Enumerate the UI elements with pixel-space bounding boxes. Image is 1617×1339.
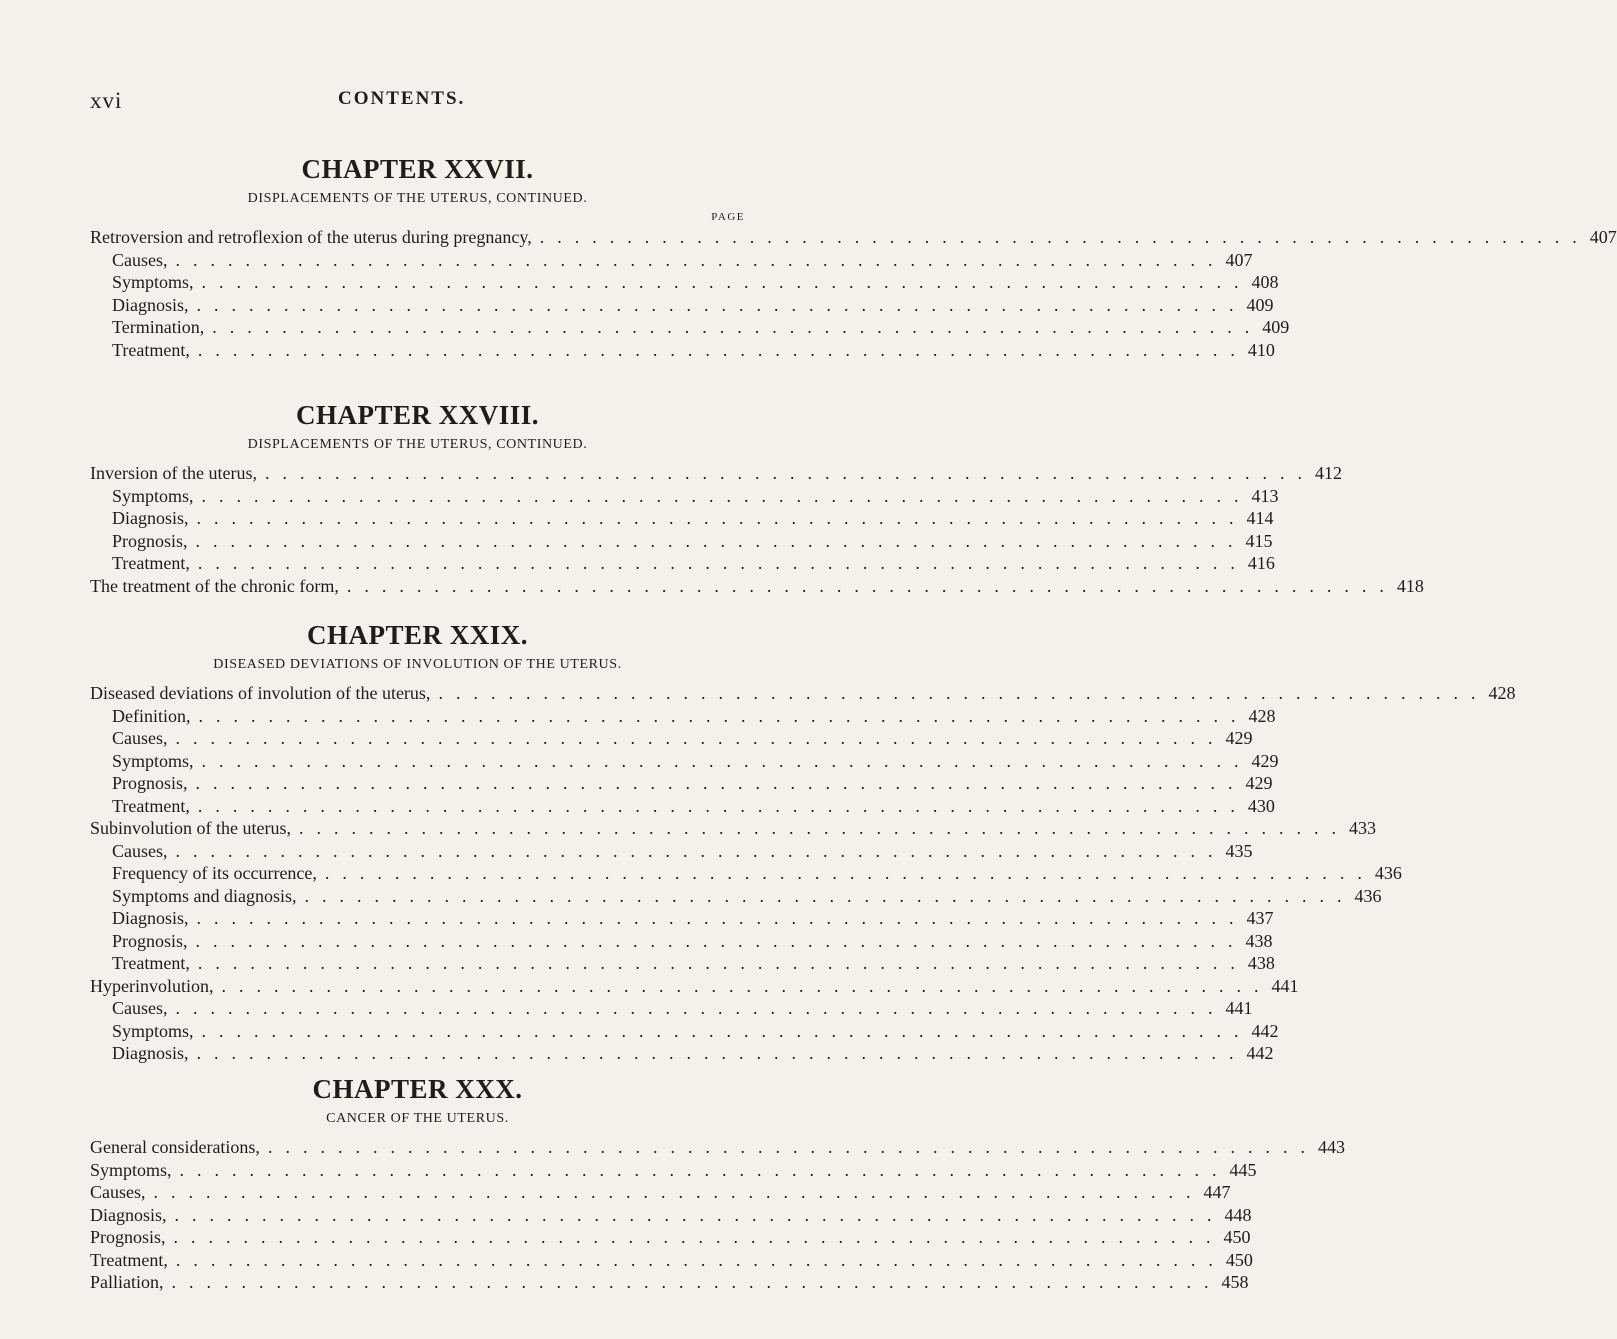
entry-page-number: 418 xyxy=(1396,575,1424,596)
chapter-subtitle: CANCER OF THE UTERUS. xyxy=(326,1111,509,1126)
dot-leader: ............................................................ xyxy=(173,1227,1224,1247)
entry-list xyxy=(90,462,1424,597)
running-title: CONTENTS. xyxy=(338,88,466,109)
entry-label: Causes, xyxy=(112,998,168,1018)
entry-label: Prognosis, xyxy=(112,530,188,551)
dot-leader: ............................................................ xyxy=(175,998,1226,1018)
chapter-subtitle: DISPLACEMENTS OF THE UTERUS, CONTINUED. xyxy=(247,191,588,206)
entry-page-number: 458 xyxy=(1221,1272,1249,1292)
entry-page-number: 416 xyxy=(1247,553,1275,573)
entry-label: Palliation, xyxy=(90,1272,164,1292)
entry-page-number: 450 xyxy=(1223,1227,1251,1247)
toc-entry xyxy=(90,727,1253,750)
entry-page-number: 441 xyxy=(1225,998,1253,1018)
dot-leader: ............................................................ xyxy=(324,863,1375,883)
dot-leader: ............................................................ xyxy=(195,773,1246,793)
toc-entry xyxy=(90,930,1273,953)
entry-label: Prognosis, xyxy=(90,1227,166,1247)
entry-page-number: 428 xyxy=(1248,705,1276,726)
toc-entry xyxy=(90,485,1279,508)
dot-leader: ............................................................ xyxy=(438,683,1489,703)
entry-label: Diagnosis, xyxy=(112,508,189,528)
toc-entry xyxy=(90,1204,1252,1227)
entry-label: Treatment, xyxy=(112,795,190,816)
dot-leader: ............................................................ xyxy=(196,1043,1247,1063)
dot-leader: ............................................................ xyxy=(264,463,1315,483)
dot-leader: ............................................................ xyxy=(201,272,1252,292)
toc-entry xyxy=(90,885,1382,908)
entry-list xyxy=(90,1136,1345,1294)
entry-page-number: 407 xyxy=(1589,227,1617,247)
dot-leader: ............................................................ xyxy=(198,705,1249,726)
entry-page-number: 448 xyxy=(1224,1204,1252,1225)
entry-label: Definition, xyxy=(112,705,191,726)
toc-entry xyxy=(90,840,1253,863)
toc-entry xyxy=(90,1271,1249,1294)
entry-page-number: 445 xyxy=(1229,1159,1257,1180)
dot-leader: ............................................................ xyxy=(267,1137,1318,1157)
chapter-28 xyxy=(90,398,1424,597)
chapter-30 xyxy=(90,1072,1345,1294)
page-folio: xvi xyxy=(90,88,123,113)
dot-leader: ............................................................ xyxy=(179,1159,1230,1180)
entry-label: Subinvolution of the uterus, xyxy=(90,818,291,838)
dot-leader: ............................................................ xyxy=(221,975,1272,996)
entry-list xyxy=(90,226,1617,361)
entry-list xyxy=(90,682,1516,1065)
toc-entry xyxy=(90,1181,1231,1204)
toc-entry xyxy=(90,997,1253,1020)
toc-entry xyxy=(90,507,1274,530)
dot-leader: ............................................................ xyxy=(197,339,1248,360)
entry-page-number: 438 xyxy=(1247,953,1275,973)
entry-page-number: 437 xyxy=(1246,908,1274,928)
entry-label: Diagnosis, xyxy=(112,1043,189,1063)
dot-leader: ............................................................ xyxy=(197,953,1248,973)
entry-label: Treatment, xyxy=(112,339,190,360)
dot-leader: ............................................................ xyxy=(175,840,1226,861)
entry-label: Symptoms, xyxy=(112,485,194,506)
entry-page-number: 442 xyxy=(1246,1043,1274,1063)
entry-page-number: 429 xyxy=(1251,750,1279,771)
entry-label: Diagnosis, xyxy=(112,294,189,315)
dot-leader: ............................................................ xyxy=(346,575,1397,596)
dot-leader: ............................................................ xyxy=(212,317,1263,337)
entry-label: The treatment of the chronic form, xyxy=(90,575,339,596)
entry-label: Causes, xyxy=(90,1182,146,1202)
toc-entry xyxy=(90,1136,1345,1159)
entry-page-number: 414 xyxy=(1246,508,1274,528)
entry-label: Inversion of the uterus, xyxy=(90,463,257,483)
chapter-title: CHAPTER XXX. xyxy=(312,1074,523,1104)
entry-label: Symptoms, xyxy=(112,1020,194,1041)
page-column-label: PAGE xyxy=(711,211,745,223)
chapter-title: CHAPTER XXVIII. xyxy=(295,400,540,430)
entry-page-number: 409 xyxy=(1262,317,1290,337)
entry-page-number: 430 xyxy=(1247,795,1275,816)
dot-leader: ............................................................ xyxy=(197,553,1248,573)
entry-label: Symptoms, xyxy=(90,1159,172,1180)
entry-label: Causes, xyxy=(112,728,168,748)
toc-entry xyxy=(90,952,1275,975)
dot-leader: ............................................................ xyxy=(539,227,1590,247)
chapter-subtitle: DISPLACEMENTS OF THE UTERUS, CONTINUED. xyxy=(247,437,588,452)
entry-label: Diagnosis, xyxy=(112,908,189,928)
running-head xyxy=(90,88,730,114)
entry-page-number: 428 xyxy=(1488,683,1516,703)
toc-entry xyxy=(90,772,1273,795)
toc-entry xyxy=(90,907,1274,930)
dot-leader: ............................................................ xyxy=(171,1272,1222,1292)
dot-leader: ............................................................ xyxy=(197,795,1248,816)
toc-entry xyxy=(90,795,1275,818)
dot-leader: ............................................................ xyxy=(196,294,1247,315)
entry-page-number: 447 xyxy=(1203,1182,1231,1202)
dot-leader: ............................................................ xyxy=(299,818,1349,838)
entry-label: Frequency of its occurrence, xyxy=(112,863,317,883)
toc-entry xyxy=(90,1159,1257,1182)
toc-entry xyxy=(90,462,1342,485)
entry-label: General considerations, xyxy=(90,1137,260,1157)
dot-leader: ............................................................ xyxy=(153,1182,1204,1202)
toc-entry xyxy=(90,316,1290,339)
toc-entry xyxy=(90,750,1279,773)
toc-entry xyxy=(90,705,1276,728)
entry-page-number: 450 xyxy=(1225,1249,1253,1270)
entry-page-number: 438 xyxy=(1245,930,1273,951)
entry-label: Symptoms, xyxy=(112,272,194,292)
chapter-title: CHAPTER XXIX. xyxy=(306,620,528,650)
entry-page-number: 442 xyxy=(1251,1020,1279,1041)
entry-label: Causes, xyxy=(112,840,168,861)
toc-entry xyxy=(90,862,1402,885)
toc-entry xyxy=(90,226,1617,249)
chapter-27 xyxy=(90,152,1617,361)
entry-label: Hyperinvolution, xyxy=(90,975,214,996)
toc-entry xyxy=(90,1042,1274,1065)
entry-label: Symptoms, xyxy=(112,750,194,771)
toc-entry xyxy=(90,575,1424,598)
entry-label: Prognosis, xyxy=(112,930,188,951)
toc-entry xyxy=(90,294,1274,317)
entry-label: Prognosis, xyxy=(112,773,188,793)
toc-entry xyxy=(90,530,1273,553)
chapter-29 xyxy=(90,618,1516,1065)
entry-page-number: 436 xyxy=(1354,885,1382,906)
entry-page-number: 436 xyxy=(1374,863,1402,883)
dot-leader: ............................................................ xyxy=(201,750,1252,771)
dot-leader: ............................................................ xyxy=(175,1249,1226,1270)
entry-label: Diagnosis, xyxy=(90,1204,167,1225)
entry-page-number: 408 xyxy=(1251,272,1279,292)
chapter-title: CHAPTER XXVII. xyxy=(301,154,534,184)
entry-label: Retroversion and retroflexion of the uterus during pregnancy, xyxy=(90,227,532,247)
entry-page-number: 410 xyxy=(1247,339,1275,360)
toc-entry xyxy=(90,249,1253,272)
dot-leader: ............................................................ xyxy=(175,249,1226,270)
entry-label: Treatment, xyxy=(112,553,190,573)
entry-label: Termination, xyxy=(112,317,205,337)
entry-page-number: 429 xyxy=(1245,773,1273,793)
dot-leader: ............................................................ xyxy=(195,930,1246,951)
entry-label: Symptoms and diagnosis, xyxy=(112,885,297,906)
entry-page-number: 415 xyxy=(1245,530,1273,551)
entry-label: Treatment, xyxy=(90,1249,168,1270)
entry-page-number: 412 xyxy=(1314,463,1342,483)
dot-leader: ............................................................ xyxy=(196,908,1247,928)
entry-label: Treatment, xyxy=(112,953,190,973)
entry-page-number: 429 xyxy=(1225,728,1253,748)
dot-leader: ............................................................ xyxy=(174,1204,1225,1225)
dot-leader: ............................................................ xyxy=(195,530,1246,551)
dot-leader: ............................................................ xyxy=(201,1020,1252,1041)
dot-leader: ............................................................ xyxy=(175,728,1226,748)
toc-entry xyxy=(90,682,1516,705)
entry-page-number: 435 xyxy=(1225,840,1253,861)
toc-entry xyxy=(90,1020,1279,1043)
entry-label: Causes, xyxy=(112,249,168,270)
toc-entry xyxy=(90,339,1275,362)
dot-leader: ............................................................ xyxy=(196,508,1247,528)
entry-label: Diseased deviations of involution of the uterus, xyxy=(90,683,431,703)
dot-leader: ............................................................ xyxy=(304,885,1355,906)
entry-page-number: 407 xyxy=(1225,249,1253,270)
toc-entry xyxy=(90,1226,1251,1249)
chapter-subtitle: DISEASED DEVIATIONS OF INVOLUTION OF THE UTERUS. xyxy=(213,657,622,672)
dot-leader: ............................................................ xyxy=(201,485,1252,506)
entry-page-number: 441 xyxy=(1271,975,1299,996)
entry-page-number: 409 xyxy=(1246,294,1274,315)
entry-page-number: 413 xyxy=(1251,485,1279,506)
toc-entry xyxy=(90,552,1275,575)
toc-entry xyxy=(90,975,1299,998)
entry-page-number: 443 xyxy=(1317,1137,1345,1157)
entry-page-number: 433 xyxy=(1349,818,1376,838)
toc-entry xyxy=(90,817,1376,840)
toc-entry xyxy=(90,1249,1253,1272)
toc-entry xyxy=(90,271,1279,294)
